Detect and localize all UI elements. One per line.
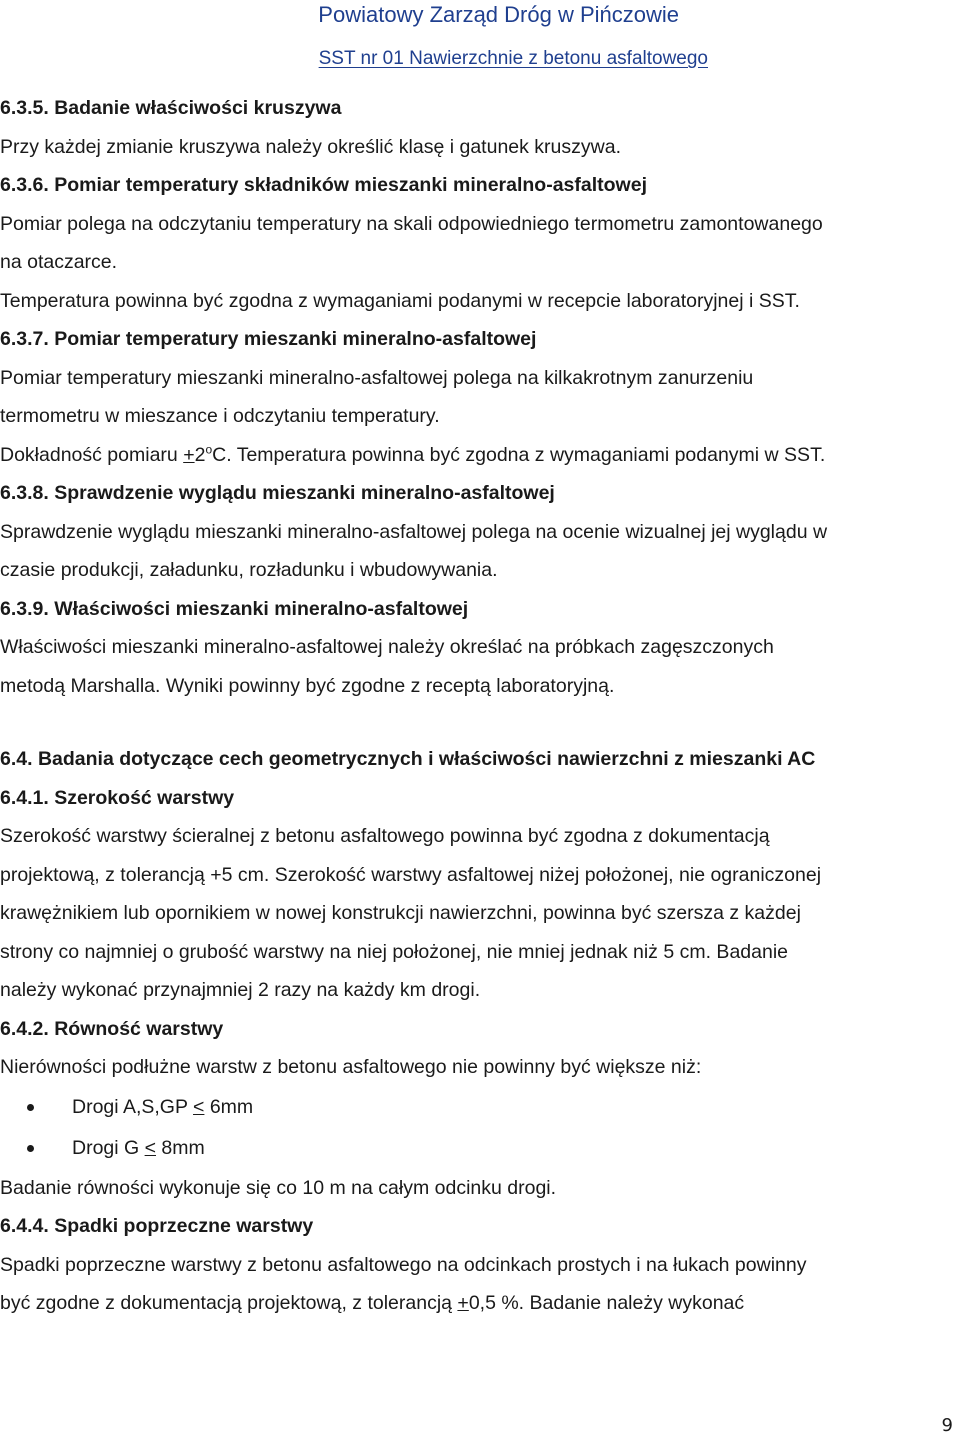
paragraph-line: metodą Marshalla. Wyniki powinny być zgodne z receptą laboratoryjną. — [0, 674, 615, 697]
bullet-list — [0, 1087, 960, 1169]
section-heading-6-4-2: 6.4.2. Równość warstwy — [0, 1017, 224, 1040]
paragraph: Badanie równości wykonuje się co 10 m na całym odcinku drogi. — [0, 1176, 557, 1199]
tolerance-symbol: + — [183, 443, 195, 466]
tolerance-symbol: + — [457, 1292, 469, 1314]
paragraph-line: termometru w mieszance i odczytaniu temperatury. — [0, 405, 440, 427]
list-item — [0, 1087, 960, 1128]
text-span: C. Temperatura powinna być zgodna z wymaganiami podanymi w SST. — [212, 443, 826, 466]
text-span: 8mm — [156, 1136, 205, 1159]
section-heading-6-4-1: 6.4.1. Szerokość warstwy — [0, 786, 235, 809]
document-title: SST nr 01 Nawierzchnie z betonu asfaltowego — [318, 48, 708, 69]
paragraph: Przy każdej zmianie kruszywa należy określić klasę i gatunek kruszywa. — [0, 135, 621, 158]
paragraph-line: Pomiar polega na odczytaniu temperatury na skali odpowiedniego termometru zamontowanego — [0, 212, 823, 235]
paragraph — [0, 436, 960, 475]
bullet-icon — [27, 1104, 34, 1111]
paragraph-line: należy wykonać przynajmniej 2 razy na każdy km drogi. — [0, 979, 481, 1001]
paragraph-line: strony co najmniej o grubość warstwy na niej położonej, nie mniej jednak niż 5 cm. Badanie — [0, 940, 788, 963]
paragraph-line: Pomiar temperatury mieszanki mineralno-asfaltowej polega na kilkakrotnym zanurzeniu — [0, 366, 754, 389]
document-body — [0, 89, 960, 1323]
section-number: 6.4. — [0, 748, 33, 770]
text-span: Drogi G — [72, 1136, 145, 1159]
text-span: 2 — [194, 443, 206, 466]
text-span: 6mm — [204, 1095, 254, 1118]
paragraph-line: projektową, z tolerancją +5 cm. Szerokość warstwy asfaltowej niżej położonej, nie ograniczonej — [0, 863, 822, 886]
page-number: 9 — [941, 1415, 953, 1436]
section-heading-6-4 — [0, 740, 960, 779]
text-span: Dokładność pomiaru — [0, 443, 184, 466]
list-item — [0, 1128, 960, 1169]
section-title: Badania dotyczące cech geometrycznych i właściwości nawierzchni z mieszanki AC — [32, 748, 816, 770]
paragraph-line: Właściwości mieszanki mineralno-asfaltowej należy określać na próbkach zagęszczonych — [0, 636, 774, 658]
less-equal-symbol: < — [144, 1136, 156, 1159]
paragraph-line: Szerokość warstwy ścieralnej z betonu asfaltowego powinna być zgodna z dokumentacją — [0, 825, 770, 847]
text-span: być zgodne z dokumentacją projektową, z tolerancją — [0, 1292, 458, 1314]
paragraph-line — [0, 1284, 960, 1323]
section-heading-6-3-7: 6.3.7. Pomiar temperatury mieszanki mineralno-asfaltowej — [0, 328, 537, 350]
text-span: 0,5 %. Badanie należy wykonać — [468, 1292, 745, 1314]
section-heading-6-3-5: 6.3.5. Badanie właściwości kruszywa — [0, 97, 342, 119]
paragraph-line: krawężnikiem lub opornikiem w nowej konstrukcji nawierzchni, powinna być szersza z każdej — [0, 902, 801, 924]
bullet-icon — [27, 1145, 34, 1152]
spacer — [0, 705, 960, 740]
section-heading-6-3-9: 6.3.9. Właściwości mieszanki mineralno-asfaltowej — [0, 597, 469, 620]
section-heading-6-3-8: 6.3.8. Sprawdzenie wyglądu mieszanki mineralno-asfaltowej — [0, 482, 555, 504]
paragraph: Temperatura powinna być zgodna z wymaganiami podanymi w recepcie laboratoryjnej i SST. — [0, 289, 800, 312]
section-heading-6-3-6: 6.3.6. Pomiar temperatury składników mieszanki mineralno-asfaltowej — [0, 174, 647, 196]
text-span: Drogi A,S,GP — [72, 1095, 194, 1118]
section-heading-6-4-4: 6.4.4. Spadki poprzeczne warstwy — [0, 1215, 314, 1237]
degree-superscript: o — [205, 442, 213, 456]
paragraph-line: czasie produkcji, załadunku, rozładunku i wbudowywania. — [0, 559, 498, 581]
paragraph-line: na otaczarce. — [0, 251, 118, 273]
paragraph: Nierówności podłużne warstw z betonu asfaltowego nie powinny być większe niż: — [0, 1056, 702, 1078]
less-equal-symbol: < — [193, 1095, 205, 1118]
paragraph-line: Sprawdzenie wyglądu mieszanki mineralno-asfaltowej polega na ocenie wizualnej jej wyglądu w — [0, 520, 828, 543]
organization-name: Powiatowy Zarząd Dróg w Pińczowie — [318, 2, 679, 27]
paragraph-line: Spadki poprzeczne warstwy z betonu asfaltowego na odcinkach prostych i na łukach powinny — [0, 1253, 807, 1276]
